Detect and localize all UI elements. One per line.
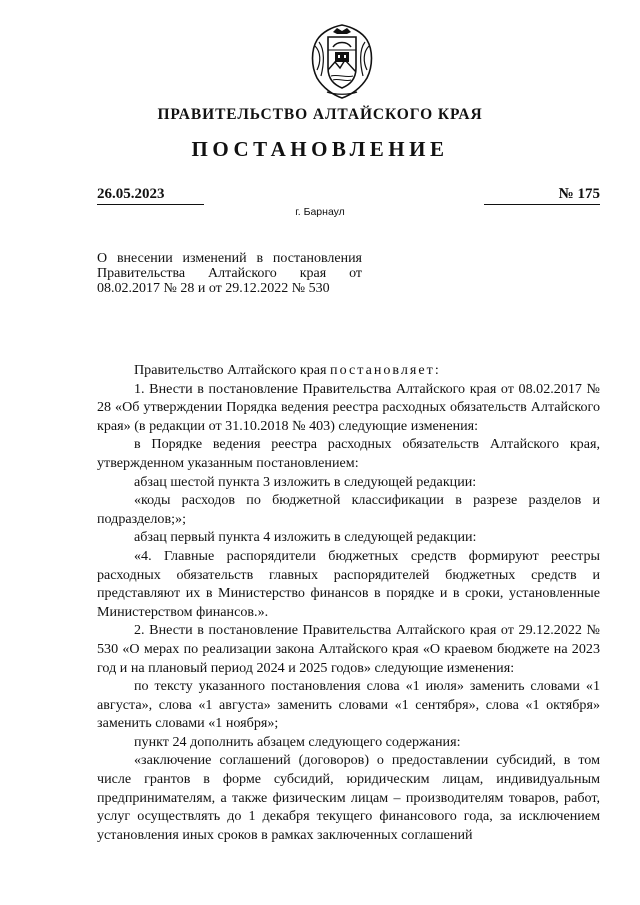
document-type: ПОСТАНОВЛЕНИЕ	[191, 137, 449, 161]
paragraph: 2. Внести в постановление Правительства Алтайского края от 29.12.2022 № 530 «О мерах по реализации закона Алтайского края «О краевом бюджете на 2023 год и на плановый период 2024 и 2025 годов» следующие изменения:	[97, 622, 600, 676]
paragraph: абзац шестой пункта 3 изложить в следующей редакции:	[134, 473, 477, 490]
document-number: № 175	[484, 186, 600, 205]
paragraph: пункт 24 дополнить абзацем следующего содержания:	[134, 733, 461, 750]
intro-prefix: Правительство Алтайского края	[134, 362, 327, 378]
paragraph: «заключение соглашений (договоров) о предоставлении субсидий, в том числе грантов в форме субсидий, юридическим лицам, индивидуальным предпринимателям, а также физическим лицам – производителям товаров, работ, услуг осуществлять до 1 декабря текущего финансового года, за исключением установления иных сроков в рамках заключенных соглашений	[97, 752, 600, 843]
paragraph: 1. Внести в постановление Правительства Алтайского края от 08.02.2017 № 28 «Об утверждении Порядка ведения реестра расходных обязательств Алтайского края» (в редакции от 31.10.2018 № 403) следующие изменения:	[97, 380, 600, 434]
document-date: 26.05.2023	[97, 186, 204, 205]
paragraph: «коды расходов по бюджетной классификации в разрезе разделов и подразделов;»;	[97, 492, 600, 527]
government-name: ПРАВИТЕЛЬСТВО АЛТАЙСКОГО КРАЯ	[157, 106, 483, 123]
coat-of-arms-icon	[307, 22, 377, 100]
paragraph: «4. Главные распорядители бюджетных средств формируют реестры расходных обязательств главных распорядителей бюджетных средств и представляют их в Министерство финансов в порядке и в сроки, установленные Министерством финансов.».	[97, 547, 600, 620]
intro-decree: постановляет:	[330, 362, 441, 378]
intro-paragraph	[97, 361, 600, 380]
paragraph: в Порядке ведения реестра расходных обязательств Алтайского края, утвержденном указанным постановлением:	[97, 436, 600, 471]
paragraph: абзац первый пункта 4 изложить в следующей редакции:	[134, 529, 477, 546]
document-city: г. Барнаул	[295, 206, 345, 218]
paragraph: по тексту указанного постановления слова «1 июля» заменить словами «1 августа», слова «1 августа» заменить словами «1 сентября», слова «1 октября» заменить словами «1 ноября»;	[97, 678, 600, 732]
document-subject: О внесении изменений в постановления Правительства Алтайского края от 08.02.2017 № 28 и от 29.12.2022 № 530	[97, 251, 362, 296]
document-body	[97, 361, 600, 844]
